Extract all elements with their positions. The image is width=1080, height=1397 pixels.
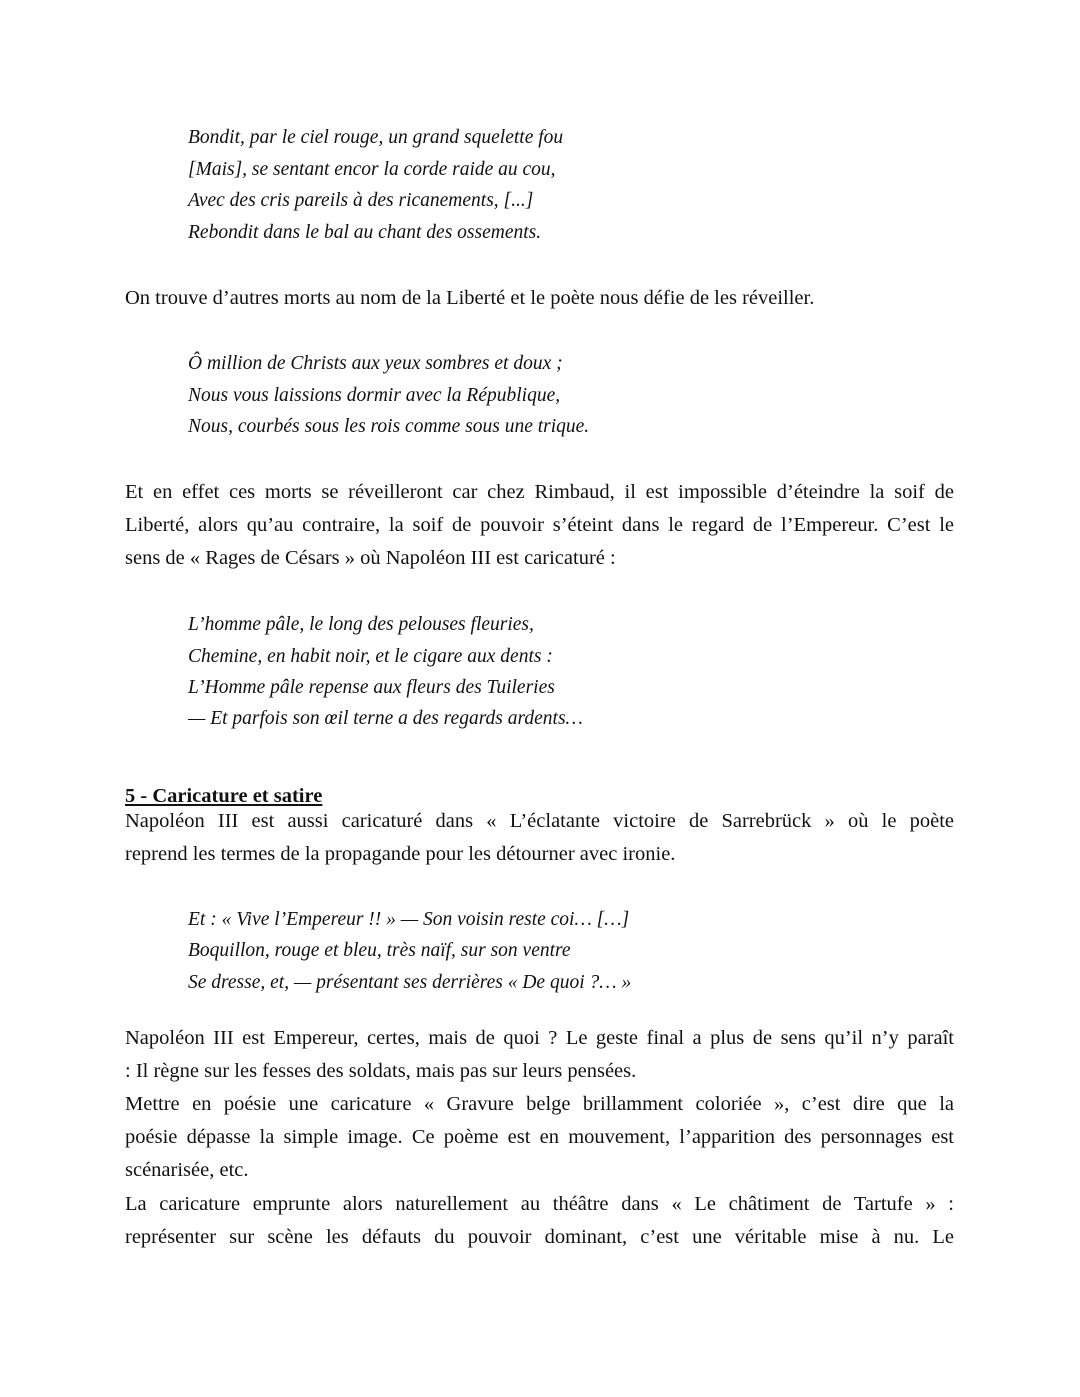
verse-line: Nous, courbés sous les rois comme sous une trique. (188, 416, 590, 437)
verse-line: Chemine, en habit noir, et le cigare aux dents : (188, 646, 553, 667)
verse-line: Boquillon, rouge et bleu, très naïf, sur son ventre (188, 940, 571, 961)
verse-line: L’Homme pâle repense aux fleurs des Tuileries (188, 677, 555, 698)
paragraph-line: sens de « Rages de Césars » où Napoléon III est caricaturé : (125, 547, 616, 569)
paragraph-line: reprend les termes de la propagande pour les détourner avec ironie. (125, 843, 676, 865)
verse-line: Bondit, par le ciel rouge, un grand squelette fou (188, 127, 564, 148)
paragraph-line: Mettre en poésie une caricature « Gravure belge brillamment coloriée », c’est dire que la (125, 1093, 954, 1115)
verse-line: Se dresse, et, — présentant ses derrières « De quoi ?… » (188, 972, 632, 993)
paragraph-line: Napoléon III est aussi caricaturé dans « L’éclatante victoire de Sarrebrück » où le poète (125, 810, 954, 832)
paragraph-line: Napoléon III est Empereur, certes, mais de quoi ? Le geste final a plus de sens qu’il n’y paraît (125, 1027, 954, 1049)
verse-line: Nous vous laissions dormir avec la République, (188, 385, 561, 406)
paragraph-line: Et en effet ces morts se réveilleront car chez Rimbaud, il est impossible d’éteindre la soif de (125, 481, 954, 503)
paragraph-line: Liberté, alors qu’au contraire, la soif de pouvoir s’éteint dans le regard de l’Empereur. C’est le (125, 514, 954, 536)
paragraph-line: On trouve d’autres morts au nom de la Liberté et le poète nous défie de les réveiller. (125, 287, 815, 309)
verse-line: [Mais], se sentant encor la corde raide au cou, (188, 159, 556, 180)
section-heading: 5 - Caricature et satire (125, 785, 323, 807)
verse-line: Ô million de Christs aux yeux sombres et doux ; (188, 353, 563, 374)
verse-line: L’homme pâle, le long des pelouses fleuries, (188, 614, 534, 635)
paragraph-line: représenter sur scène les défauts du pouvoir dominant, c’est une véritable mise à nu. Le (125, 1226, 954, 1248)
paragraph-line: La caricature emprunte alors naturellement au théâtre dans « Le châtiment de Tartufe » : (125, 1193, 954, 1215)
verse-line: Et : « Vive l’Empereur !! » — Son voisin reste coi… […] (188, 909, 630, 930)
paragraph-line: : Il règne sur les fesses des soldats, mais pas sur leurs pensées. (125, 1060, 637, 1082)
paragraph-line: poésie dépasse la simple image. Ce poème est en mouvement, l’apparition des personnages est (125, 1126, 954, 1148)
verse-line: Avec des cris pareils à des ricanements, [...] (188, 190, 534, 211)
verse-line: Rebondit dans le bal au chant des ossements. (188, 222, 542, 243)
paragraph-line: scénarisée, etc. (125, 1159, 249, 1181)
verse-line: — Et parfois son œil terne a des regards ardents… (188, 708, 583, 729)
